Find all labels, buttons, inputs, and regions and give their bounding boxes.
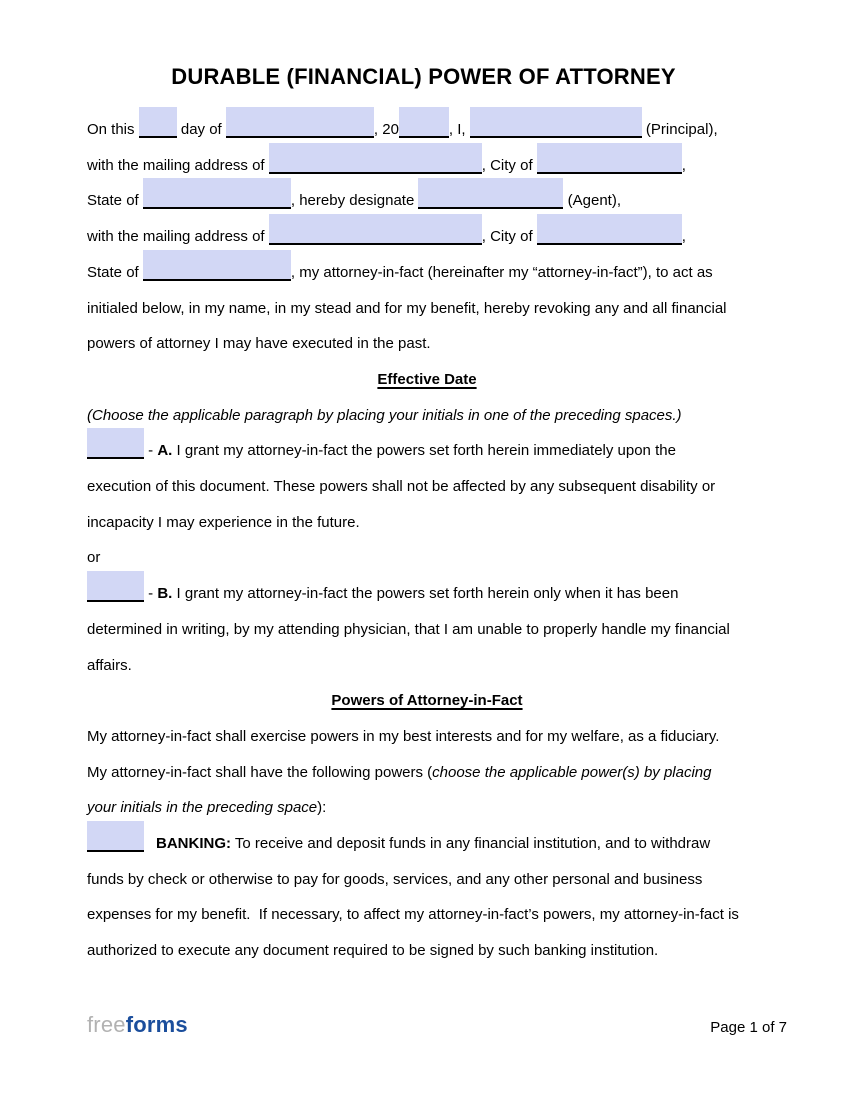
text-run: , City of xyxy=(481,228,537,246)
text-run: I grant my attorney-in-fact the powers set forth herein only when it has been xyxy=(172,585,679,603)
text-run: affairs. xyxy=(87,656,132,674)
agent-state-field[interactable] xyxy=(143,259,291,281)
agent-city-field[interactable] xyxy=(537,223,682,245)
text-run: , I, xyxy=(448,121,470,138)
text-run: My attorney-in-fact shall have the following powers ( xyxy=(87,763,433,781)
principal-state-field[interactable] xyxy=(143,187,291,209)
principal-address-field[interactable] xyxy=(269,152,482,174)
text-run: with the mailing address of xyxy=(87,228,269,246)
initials-a-field[interactable] xyxy=(87,437,144,459)
text-run: execution of this document. These powers shall not be affected by any subsequent disability or xyxy=(87,478,716,496)
text-run: I grant my attorney-in-fact the powers set forth herein immediately upon the xyxy=(172,442,676,460)
initials-b-field[interactable] xyxy=(87,580,144,602)
page-footer xyxy=(87,1012,787,1038)
option-a-label: A. xyxy=(157,442,173,460)
banking-initials-field[interactable] xyxy=(87,830,144,852)
powers-heading: Powers of Attorney-in-Fact xyxy=(331,692,523,710)
option-b-line-3 xyxy=(87,648,767,684)
opening-line-5 xyxy=(87,255,767,291)
text-run: initialed below, in my name, in my stead and for my benefit, hereby revoking any and all financial xyxy=(87,299,727,317)
text-run: To receive and deposit funds in any financial institution, and to withdraw xyxy=(231,835,711,853)
text-run: expenses for my benefit. If necessary, to affect my attorney-in-fact’s powers, my attorney-in-fact is xyxy=(87,906,739,924)
opening-line-6 xyxy=(87,291,767,327)
logo-forms-text: forms xyxy=(125,1012,188,1037)
agent-name-field[interactable] xyxy=(418,187,563,209)
year-field[interactable] xyxy=(399,116,449,138)
principal-name-field[interactable] xyxy=(470,116,642,138)
text-run: (Agent), xyxy=(563,192,621,210)
text-run: powers of attorney I may have executed in the past. xyxy=(87,335,431,353)
or-label: or xyxy=(87,549,101,567)
powers-line-2 xyxy=(87,755,767,791)
document-body xyxy=(87,112,767,969)
option-a-line-2 xyxy=(87,469,767,505)
powers-line-1 xyxy=(87,719,767,755)
principal-city-field[interactable] xyxy=(537,152,682,174)
document-title: DURABLE (FINANCIAL) POWER OF ATTORNEY xyxy=(171,64,676,89)
instruction-note: (Choose the applicable paragraph by placing your initials in one of the preceding spaces.) xyxy=(87,406,682,424)
text-run: funds by check or otherwise to pay for goods, services, and any other personal and business xyxy=(87,870,703,888)
instruction-note: choose the applicable power(s) by placing xyxy=(432,763,712,781)
logo-free-text: free xyxy=(87,1012,126,1037)
banking-line-4 xyxy=(87,933,767,969)
option-b-line-1 xyxy=(87,576,767,612)
month-field[interactable] xyxy=(226,116,374,138)
text-run: , xyxy=(681,156,686,174)
powers-line-3 xyxy=(87,790,767,826)
text-run: On this xyxy=(87,121,139,138)
or-line xyxy=(87,540,767,576)
text-run: My attorney-in-fact shall exercise powers in my best interests and for my welfare, as a fiduciary. xyxy=(87,727,720,745)
opening-line-7 xyxy=(87,326,767,362)
option-b-label: B. xyxy=(157,585,173,603)
text-run: State of xyxy=(87,263,143,281)
banking-label: BANKING: xyxy=(156,835,231,853)
page-number: Page 1 of 7 xyxy=(710,1019,787,1036)
text-run: day of xyxy=(176,121,226,138)
banking-line-1 xyxy=(87,826,767,862)
text-run: authorized to execute any document required to be signed by such banking institution. xyxy=(87,942,659,960)
freeforms-logo xyxy=(87,1012,188,1038)
text-run: - xyxy=(144,585,158,603)
banking-line-2 xyxy=(87,862,767,898)
text-run: with the mailing address of xyxy=(87,156,269,174)
day-field[interactable] xyxy=(139,116,177,138)
effective-date-heading-line xyxy=(87,362,767,398)
text-run: incapacity I may experience in the future. xyxy=(87,513,360,531)
text-run: , City of xyxy=(481,156,537,174)
option-b-line-2 xyxy=(87,612,767,648)
option-a-line-1 xyxy=(87,433,767,469)
text-run: determined in writing, by my attending physician, that I am unable to properly handle my financial xyxy=(87,620,730,638)
text-run: (Principal), xyxy=(641,121,718,138)
text-run: , my attorney-in-fact (hereinafter my “attorney-in-fact”), to act as xyxy=(290,263,713,281)
text-run: , 20 xyxy=(373,121,399,138)
effective-date-heading: Effective Date xyxy=(377,370,477,388)
text-run: , hereby designate xyxy=(290,192,419,210)
effective-date-note-line xyxy=(87,398,767,434)
option-a-line-3 xyxy=(87,505,767,541)
text-run: State of xyxy=(87,192,143,210)
text-run: ): xyxy=(317,799,327,817)
text-run: - xyxy=(144,442,158,460)
powers-heading-line xyxy=(87,683,767,719)
instruction-note: your initials in the preceding space xyxy=(87,799,318,817)
text-run: , xyxy=(681,228,686,246)
agent-address-field[interactable] xyxy=(269,223,482,245)
banking-line-3 xyxy=(87,897,767,933)
